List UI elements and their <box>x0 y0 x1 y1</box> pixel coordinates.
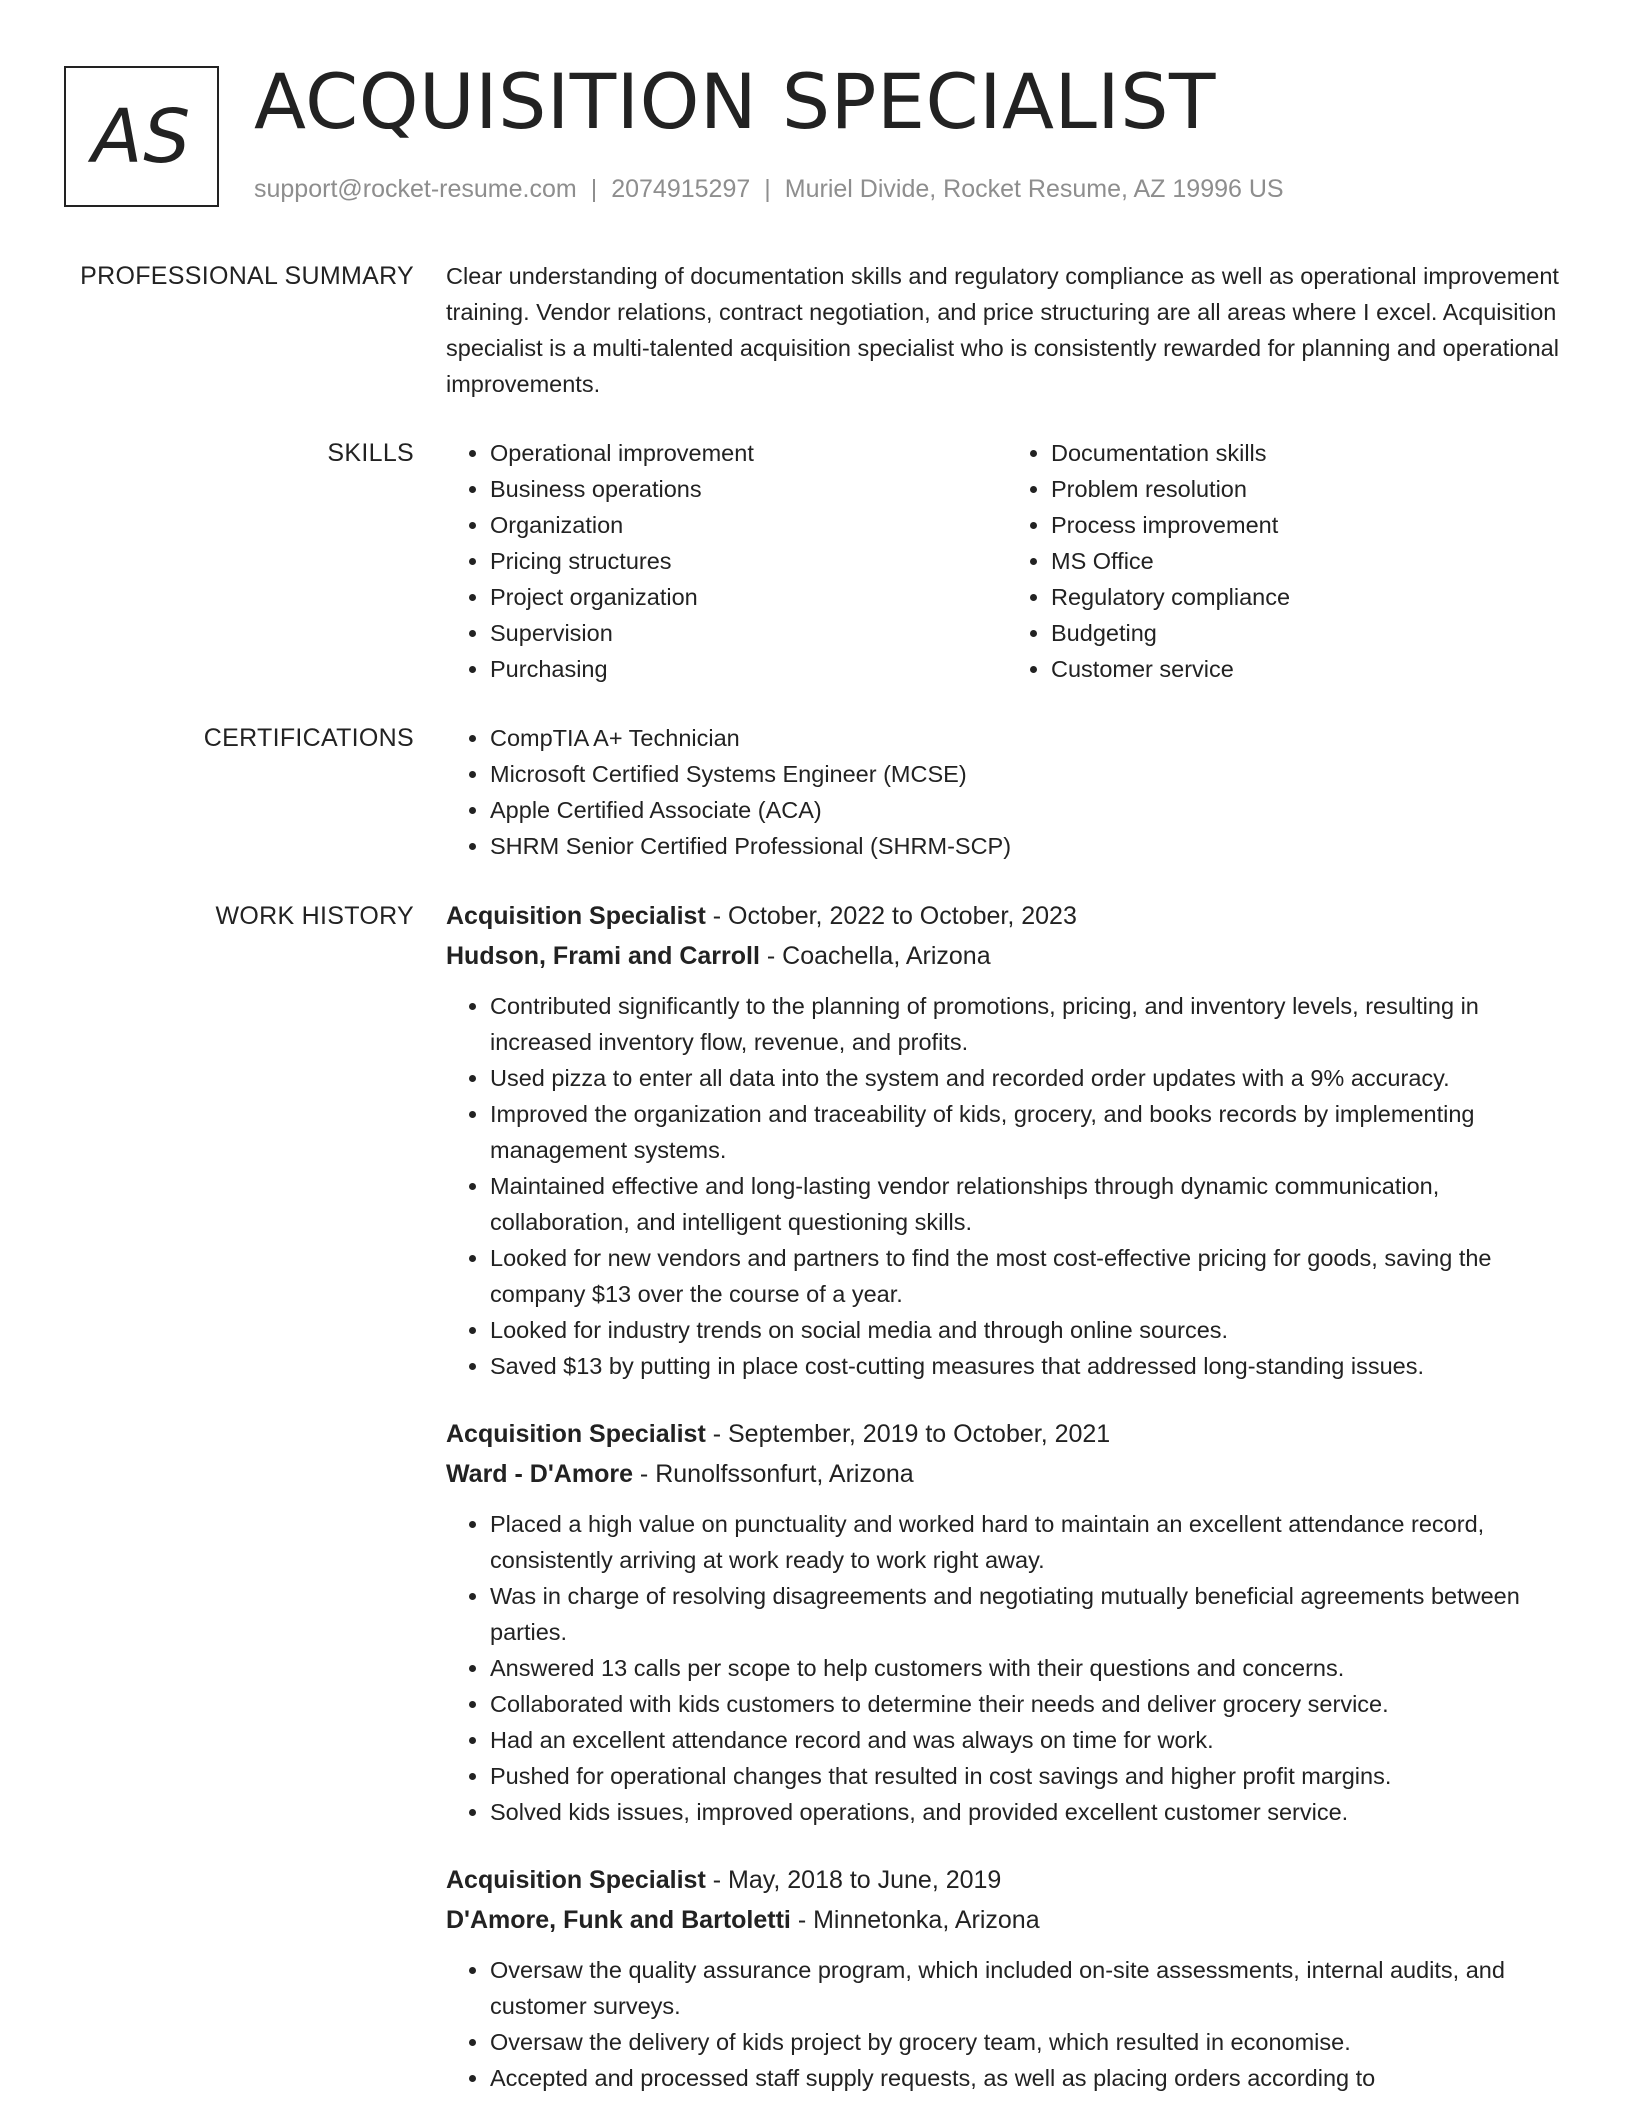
job-bullet: • Maintained effective and long-lasting vendor relationships through dynamic communication, collaboration, and intelligent questioning skills. <box>490 1168 1568 1240</box>
job-bullet: • Collaborated with kids customers to determine their needs and deliver grocery service. <box>490 1686 1568 1722</box>
job-bullet: • Used pizza to enter all data into the system and recorded order updates with a 9% accuracy. <box>490 1060 1568 1096</box>
skill-item: • Documentation skills <box>1051 435 1568 471</box>
job-title-line <box>446 896 1568 936</box>
job-location: - Minnetonka, Arizona <box>790 1906 1040 1934</box>
job-title: Acquisition Specialist <box>446 902 706 930</box>
job-bullet: • Pushed for operational changes that resulted in cost savings and higher profit margins. <box>490 1758 1568 1794</box>
job-bullet: • Saved $13 by putting in place cost-cutting measures that addressed long-standing issues. <box>490 1348 1568 1384</box>
skill-item: • Operational improvement <box>490 435 1007 471</box>
job-bullet: • Looked for industry trends on social media and through online sources. <box>490 1312 1568 1348</box>
skill-item: • Project organization <box>490 579 1007 615</box>
job-dates: - October, 2022 to October, 2023 <box>705 902 1077 930</box>
job-bullet: • Was in charge of resolving disagreements and negotiating mutually beneficial agreements between parties. <box>490 1578 1568 1650</box>
job-bullet: • Had an excellent attendance record and was always on time for work. <box>490 1722 1568 1758</box>
certification-item: • CompTIA A+ Technician <box>490 720 1568 756</box>
job-entry <box>446 1860 1568 2096</box>
job-bullet: • Improved the organization and traceability of kids, grocery, and books records by implementing management systems. <box>490 1096 1568 1168</box>
summary-heading: PROFESSIONAL SUMMARY <box>80 262 414 290</box>
contact-separator: | <box>590 175 598 203</box>
monogram-badge: AS <box>64 66 219 207</box>
contact-address: Muriel Divide, Rocket Resume, AZ 19996 US <box>784 175 1284 203</box>
skills-list-left <box>446 435 1007 687</box>
job-bullet: • Answered 13 calls per scope to help customers with their questions and concerns. <box>490 1650 1568 1686</box>
job-location: - Runolfssonfurt, Arizona <box>632 1460 914 1488</box>
job-company: Ward - D'Amore <box>446 1460 633 1488</box>
job-dates: - September, 2019 to October, 2021 <box>705 1420 1111 1448</box>
skill-item: • Budgeting <box>1051 615 1568 651</box>
skill-item: • Problem resolution <box>1051 471 1568 507</box>
contact-phone: 2074915297 <box>611 175 751 203</box>
job-bullets <box>446 1506 1568 1830</box>
job-bullets <box>446 1952 1568 2096</box>
job-title: Acquisition Specialist <box>446 1866 706 1894</box>
skill-item: • Organization <box>490 507 1007 543</box>
skills-body <box>446 435 1568 687</box>
job-company-line <box>446 1900 1568 1940</box>
skill-item: • Customer service <box>1051 651 1568 687</box>
job-bullet: • Oversaw the quality assurance program, which included on-site assessments, internal audits, and customer surveys. <box>490 1952 1568 2024</box>
skill-item: • Regulatory compliance <box>1051 579 1568 615</box>
certification-item: • SHRM Senior Certified Professional (SHRM-SCP) <box>490 828 1568 864</box>
job-bullet: • Oversaw the delivery of kids project by grocery team, which resulted in economise. <box>490 2024 1568 2060</box>
job-title-line <box>446 1414 1568 1454</box>
skill-item: • Purchasing <box>490 651 1007 687</box>
job-bullet: • Accepted and processed staff supply requests, as well as placing orders according to <box>490 2060 1568 2096</box>
skill-item: • Pricing structures <box>490 543 1007 579</box>
skill-item: • MS Office <box>1051 543 1568 579</box>
job-bullet: • Placed a high value on punctuality and worked hard to maintain an excellent attendance record, consistently arriving at work ready to work right away. <box>490 1506 1568 1578</box>
work-history-body <box>446 896 1568 2112</box>
certifications-list <box>446 720 1568 864</box>
skills-heading: SKILLS <box>327 439 414 467</box>
summary-body <box>446 258 1568 402</box>
skill-item: • Process improvement <box>1051 507 1568 543</box>
job-bullet: • Contributed significantly to the planning of promotions, pricing, and inventory levels, resulting in increased inventory flow, revenue, and profits. <box>490 988 1568 1060</box>
job-entry <box>446 896 1568 1384</box>
job-company: Hudson, Frami and Carroll <box>446 942 760 970</box>
job-title: Acquisition Specialist <box>446 1420 706 1448</box>
skills-list-right <box>1007 435 1568 687</box>
work-history-heading: WORK HISTORY <box>215 902 414 930</box>
certifications-heading: CERTIFICATIONS <box>203 724 414 752</box>
job-bullet: • Looked for new vendors and partners to find the most cost-effective pricing for goods, saving the company $13 over the course of a year. <box>490 1240 1568 1312</box>
job-dates: - May, 2018 to June, 2019 <box>705 1866 1002 1894</box>
job-company: D'Amore, Funk and Bartoletti <box>446 1906 791 1934</box>
summary-text: Clear understanding of documentation skills and regulatory compliance as well as operational improvement training. Vendor relations, contract negotiation, and price structuring are all areas where I excel. Acquisition specialist is a multi-talented acquisition specialist who is consistently rewarded for planning and operational improvements. <box>446 263 1559 397</box>
certification-item: • Apple Certified Associate (ACA) <box>490 792 1568 828</box>
resume-title: ACQUISITION SPECIALIST <box>254 57 1216 146</box>
job-location: - Coachella, Arizona <box>759 942 991 970</box>
contact-line <box>254 172 1284 206</box>
skill-item: • Business operations <box>490 471 1007 507</box>
job-company-line <box>446 936 1568 976</box>
job-entry <box>446 1414 1568 1830</box>
contact-separator: | <box>764 175 771 203</box>
skill-item: • Supervision <box>490 615 1007 651</box>
certifications-body <box>446 720 1568 864</box>
certification-item: • Microsoft Certified Systems Engineer (MCSE) <box>490 756 1568 792</box>
contact-email: support@rocket-resume.com <box>254 175 577 203</box>
job-bullets <box>446 988 1568 1384</box>
job-company-line <box>446 1454 1568 1494</box>
job-bullet: • Solved kids issues, improved operations, and provided excellent customer service. <box>490 1794 1568 1830</box>
job-title-line <box>446 1860 1568 1900</box>
